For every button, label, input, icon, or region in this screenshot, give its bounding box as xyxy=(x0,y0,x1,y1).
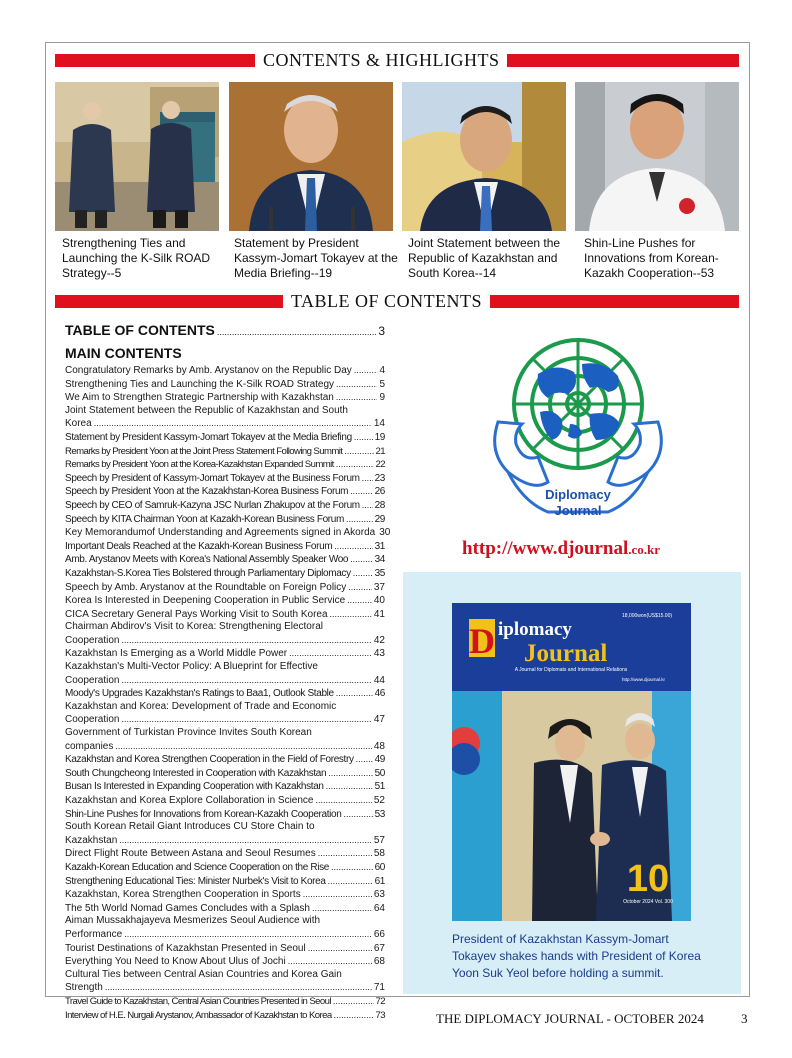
toc-entry-page: 21 xyxy=(375,445,385,457)
toc-entry-page: 72 xyxy=(375,995,385,1007)
toc-entry-page: 60 xyxy=(374,861,385,873)
toc-entry-page: 41 xyxy=(373,608,385,620)
toc-entry-title: Speech by President Yoon at the Kazakhstan-Korea Business Forum xyxy=(65,486,349,498)
toc-entry-title: Kazakhstan and Korea Strengthen Cooperation in the Field of Forestry xyxy=(65,754,354,766)
toc-leader xyxy=(217,322,376,338)
toc-leader xyxy=(336,378,377,392)
toc-entry-page: 43 xyxy=(373,648,385,660)
toc-leader xyxy=(331,861,373,875)
toc-entry-title: Speech by CEO of Samruk-Kazyna JSC Nurlan Zhakupov at the Forum xyxy=(65,499,360,511)
toc-leader xyxy=(334,1009,374,1023)
toc-entry-page: 31 xyxy=(374,540,385,552)
toc-entry-title: The 5th World Nomad Games Concludes with a Splash xyxy=(65,902,310,914)
toc-entry-row xyxy=(65,808,385,822)
website-main: http://www.djournal xyxy=(462,538,629,559)
toc-entry[interactable] xyxy=(65,513,385,527)
toc-entry-row xyxy=(65,753,385,767)
toc-entry-row xyxy=(65,594,385,608)
toc-entry-row xyxy=(65,861,385,875)
toc-entry-page: 51 xyxy=(374,781,385,793)
toc-leader xyxy=(350,553,372,567)
toc-banner-bar-right xyxy=(490,295,739,308)
toc-entry-title-continued: Strength xyxy=(65,982,103,994)
toc-entry-title-continued: Cooperation xyxy=(65,714,120,726)
highlight-photo-2[interactable] xyxy=(229,82,393,231)
toc-entry-page: 57 xyxy=(373,834,385,846)
toc-entry-page: 34 xyxy=(374,554,385,566)
toc-entry-row xyxy=(65,581,385,595)
toc-entry-title: Remarks by President Yoon at the Joint Press Statement Following Summit xyxy=(65,445,343,457)
toc-entry[interactable] xyxy=(65,942,385,956)
toc-leader xyxy=(350,485,372,499)
highlight-caption-3[interactable]: Joint Statement between the Republic of Kazakhstan and South Korea--14 xyxy=(408,236,561,280)
toc-entry-title: Korea Is Interested in Deepening Cooperation in Public Service xyxy=(65,595,346,607)
toc-entry[interactable] xyxy=(65,472,385,486)
toc-entry[interactable] xyxy=(65,767,385,781)
toc-entry-row xyxy=(65,687,385,701)
website-link[interactable] xyxy=(462,538,660,560)
toc-entry-page: 67 xyxy=(373,942,385,954)
toc-leader xyxy=(105,981,372,995)
globe-with-hands-icon xyxy=(478,332,678,532)
toc-entry-title-continued: Kazakhstan xyxy=(65,834,118,846)
toc-heading-row[interactable] xyxy=(65,322,385,342)
toc-entry-row xyxy=(65,485,385,499)
toc-entry[interactable] xyxy=(65,821,385,847)
highlight-photo-1[interactable] xyxy=(55,82,219,231)
toc-entry-title: Kazakhstan Is Emerging as a World Middle Power xyxy=(65,648,288,660)
toc-entry-title: Kazakh-Korean Education and Science Cooperation on the Rise xyxy=(65,861,329,873)
toc-entry-title: Important Deals Reached at the Kazakh-Korean Business Forum xyxy=(65,540,333,552)
toc-entry-row xyxy=(65,567,385,581)
toc-entry[interactable] xyxy=(65,445,385,459)
toc-entry-page: 44 xyxy=(373,674,385,686)
toc-entry-page: 40 xyxy=(373,595,385,607)
toc-entry-title: Busan Is Interested in Expanding Cooperation with Kazakhstan xyxy=(65,781,324,793)
toc-entry-title: CICA Secretary General Pays Working Visit to South Korea xyxy=(65,608,328,620)
toc-entry-page: 68 xyxy=(373,956,385,968)
cover-price: 18,000won(US$15.00) xyxy=(622,613,673,619)
toc-leader xyxy=(348,581,372,595)
toc-leader xyxy=(124,928,372,942)
toc-entry-page: 73 xyxy=(375,1009,385,1021)
banner-bar-right xyxy=(507,54,739,67)
highlight-photo-4[interactable] xyxy=(575,82,739,231)
toc-entry-row xyxy=(65,499,385,513)
toc-entry-page: 49 xyxy=(374,754,385,766)
toc-entry-page: 4 xyxy=(379,365,385,376)
toc-entry-row xyxy=(65,513,385,527)
toc-entry-row xyxy=(65,767,385,781)
toc-entry[interactable] xyxy=(65,405,385,431)
toc-entry[interactable] xyxy=(65,969,385,995)
banner-bar-left xyxy=(55,54,255,67)
toc-leader xyxy=(121,634,371,648)
logo-line-1: Diplomacy xyxy=(545,487,611,502)
toc-entry-row xyxy=(65,661,385,687)
toc-entry-page: 37 xyxy=(373,581,385,593)
toc-leader xyxy=(346,513,373,527)
toc-entry-row xyxy=(65,727,385,753)
toc-entry-title-continued: Cooperation xyxy=(65,634,120,646)
toc-entry-title: Government of Turkistan Province Invites South Korean xyxy=(65,727,312,739)
toc-leader xyxy=(121,713,371,727)
highlight-caption-2[interactable]: Statement by President Kassym-Jomart Tokayev at the Media Briefing--19 xyxy=(234,236,398,280)
toc-entry-page: 26 xyxy=(374,486,385,498)
toc-entry-title-continued: Cooperation xyxy=(65,674,120,686)
toc-leader xyxy=(334,540,372,554)
toc-entries xyxy=(65,364,391,1022)
toc-entry[interactable] xyxy=(65,458,385,472)
cover-issue-label: October 2024 Vol. 300 xyxy=(623,899,673,905)
toc-entry-row xyxy=(65,431,385,445)
toc-entry-row xyxy=(65,364,385,378)
toc-leader xyxy=(336,687,373,701)
toc-entry[interactable] xyxy=(65,391,385,405)
toc-entry-title: Amb. Arystanov Meets with Korea's National Assembly Speaker Woo xyxy=(65,554,349,566)
toc-entry-row xyxy=(65,621,385,647)
toc-entry-title: Travel Guide to Kazakhstan, Central Asian Countries Presented in Seoul xyxy=(65,995,331,1007)
toc-entry[interactable] xyxy=(65,540,385,554)
toc-entry[interactable] xyxy=(65,485,385,499)
toc-entry-page: 22 xyxy=(375,459,385,471)
toc-leader xyxy=(316,794,372,808)
toc-leader xyxy=(353,567,373,581)
toc-entry-row xyxy=(65,875,385,889)
toc-entry-row xyxy=(65,701,385,727)
toc-entry[interactable] xyxy=(65,553,385,567)
toc-entry-title: Strengthening Educational Ties: Minister Nurbek's Visit to Korea xyxy=(65,875,326,887)
toc-entry-title: Kazakhstan's Multi-Vector Policy: A Blueprint for Effective xyxy=(65,661,318,673)
toc-entry-row xyxy=(65,391,385,405)
toc-entry-page: 14 xyxy=(373,418,385,430)
toc-entry[interactable] xyxy=(65,701,385,727)
cover-title-line2: Journal xyxy=(524,640,608,667)
toc-entry-title: Everything You Need to Know About Ulus of Jochi xyxy=(65,956,286,968)
toc-entry-title-continued: companies xyxy=(65,740,114,752)
toc-entry-row xyxy=(65,405,385,431)
toc-entry-title: Kazakhstan and Korea Explore Collaboration in Science xyxy=(65,795,314,806)
toc-entry[interactable] xyxy=(65,847,385,861)
toc-entry-title: Congratulatory Remarks by Amb. Arystanov on the Republic Day xyxy=(65,365,352,376)
toc-entry-row xyxy=(65,540,385,554)
toc-entry[interactable] xyxy=(65,955,385,969)
toc-entry-title: Tourist Destinations of Kazakhstan Presented in Seoul xyxy=(65,942,306,954)
toc-leader xyxy=(333,995,374,1009)
main-contents-heading: MAIN CONTENTS xyxy=(65,345,182,361)
toc-entry[interactable] xyxy=(65,621,385,647)
cover-caption: President of Kazakhstan Kassym-Jomart Tokayev shakes hands with President of Korea Yoon Suk Yeol before holding a summit. xyxy=(452,932,701,980)
toc-entry-row xyxy=(65,902,385,916)
toc-entry-title: Kazakhstan, Korea Strengthen Cooperation in Sports xyxy=(65,889,301,901)
toc-entry-page: 61 xyxy=(374,875,385,887)
toc-banner-bar-left xyxy=(55,295,283,308)
toc-entry-title: Direct Flight Route Between Astana and Seoul Resumes xyxy=(65,848,316,860)
toc-leader xyxy=(330,608,372,622)
toc-entry-row xyxy=(65,445,385,459)
magazine-cover[interactable] xyxy=(452,603,691,921)
toc-leader xyxy=(343,808,372,822)
toc-leader xyxy=(326,780,373,794)
toc-entry[interactable] xyxy=(65,995,385,1009)
toc-entry-page: 58 xyxy=(373,848,385,860)
toc-heading: TABLE OF CONTENTS xyxy=(65,322,215,338)
toc-entry-title-continued: Performance xyxy=(65,928,123,940)
toc-entry-page: 53 xyxy=(374,808,385,820)
toc-entry[interactable] xyxy=(65,888,385,902)
toc-entry-page: 47 xyxy=(373,714,385,726)
toc-entry[interactable] xyxy=(65,1009,385,1023)
toc-entry[interactable] xyxy=(65,875,385,889)
toc-entry[interactable] xyxy=(65,378,385,392)
toc-leader xyxy=(119,834,372,848)
toc-entry-page: 42 xyxy=(373,634,385,646)
toc-entry-row xyxy=(65,458,385,472)
cover-title-d: D xyxy=(469,621,495,661)
toc-entry-page: 29 xyxy=(374,513,385,525)
toc-leader xyxy=(289,647,372,661)
toc-entry-page: 46 xyxy=(374,688,385,700)
toc-leader xyxy=(328,875,373,889)
toc-leader xyxy=(328,767,372,781)
toc-entry-title: Speech by President of Kassym-Jomart Tokayev at the Business Forum xyxy=(65,472,360,484)
toc-leader xyxy=(94,417,372,431)
toc-entry-page: 52 xyxy=(373,795,385,806)
toc-entry-row xyxy=(65,847,385,861)
toc-leader xyxy=(356,753,373,767)
toc-entry[interactable] xyxy=(65,902,385,916)
toc-entry-title: Statement by President Kassym-Jomart Tokayev at the Media Briefing xyxy=(65,431,352,443)
toc-entry[interactable] xyxy=(65,794,385,808)
toc-leader xyxy=(347,594,372,608)
toc-entry-title: South Chungcheong Interested in Cooperation with Kazakhstan xyxy=(65,767,327,779)
toc-entry-title: Moody's Upgrades Kazakhstan's Ratings to Baa1, Outlook Stable xyxy=(65,688,334,700)
toc-entry-row xyxy=(65,955,385,969)
toc-entry-page: 23 xyxy=(374,472,385,484)
toc-entry-title-continued: Korea xyxy=(65,418,92,430)
toc-entry[interactable] xyxy=(65,567,385,581)
toc-entry[interactable] xyxy=(65,364,385,378)
highlight-caption-1[interactable]: Strengthening Ties and Launching the K-Silk ROAD Strategy--5 xyxy=(62,236,211,280)
toc-entry-row xyxy=(65,942,385,956)
toc-entry-page: 66 xyxy=(373,928,385,940)
toc-entry[interactable] xyxy=(65,526,391,540)
toc-entry-row xyxy=(65,472,385,486)
toc-entry-title: We Aim to Strengthen Strategic Partnership with Kazakhstan xyxy=(65,392,334,404)
toc-entry-row xyxy=(65,995,385,1009)
website-suffix: .co.kr xyxy=(628,542,661,557)
toc-leader xyxy=(362,472,373,486)
toc-leader xyxy=(336,458,374,472)
toc-entry-row xyxy=(65,780,385,794)
toc-entry-title: Key Memorandumof Understanding and Agreements signed in Akorda xyxy=(65,527,376,539)
toc-entry-title: South Korean Retail Giant Introduces CU Store Chain to xyxy=(65,821,315,833)
toc-entry-page: 19 xyxy=(374,431,385,443)
cover-title-line1: iplomacy xyxy=(498,619,572,640)
toc-banner-title: TABLE OF CONTENTS xyxy=(291,291,483,311)
toc-entry-page: 63 xyxy=(373,889,385,901)
toc-entry-row xyxy=(65,915,385,941)
page-number: 3 xyxy=(741,1011,748,1026)
toc-entry[interactable] xyxy=(65,647,385,661)
toc-entry-page: 48 xyxy=(373,740,385,752)
toc-leader xyxy=(362,499,373,513)
table-of-contents xyxy=(65,322,391,1022)
toc-leader xyxy=(303,888,372,902)
toc-entry-row xyxy=(65,969,385,995)
toc-entry[interactable] xyxy=(65,915,385,941)
toc-entry-title: Cultural Ties between Central Asian Countries and Korea Gain xyxy=(65,968,342,980)
toc-entry[interactable] xyxy=(65,431,385,445)
toc-entry-page: 9 xyxy=(379,392,385,404)
toc-entry[interactable] xyxy=(65,808,385,822)
toc-entry-row xyxy=(65,647,385,661)
toc-leader xyxy=(336,391,378,405)
toc-leader xyxy=(308,942,372,956)
contents-highlights-title: CONTENTS & HIGHLIGHTS xyxy=(263,50,500,70)
toc-entry-title: Remarks by President Yoon at the Korea-Kazakhstan Expanded Summit xyxy=(65,459,334,471)
toc-entry-page: 64 xyxy=(373,902,385,914)
toc-entry[interactable] xyxy=(65,861,385,875)
toc-leader xyxy=(121,674,371,688)
toc-entry-row xyxy=(65,794,385,808)
cover-url: http://www.djournal.kr xyxy=(622,677,666,682)
toc-entry[interactable] xyxy=(65,661,385,687)
toc-entry-page: 35 xyxy=(374,567,385,579)
toc-entry-row xyxy=(65,888,385,902)
toc-leader xyxy=(354,431,373,445)
diplomacy-journal-logo xyxy=(478,332,678,532)
toc-entry-row xyxy=(65,526,391,540)
highlight-caption-4[interactable]: Shin-Line Pushes for Innovations from Korean-Kazakh Cooperation--53 xyxy=(584,236,719,280)
toc-entry-title: Strengthening Ties and Launching the K-Silk ROAD Strategy xyxy=(65,378,335,390)
cover-tagline: A Journal for Diplomats and International Relations xyxy=(514,667,628,673)
toc-entry[interactable] xyxy=(65,594,385,608)
toc-entry-title: Speech by Amb. Arystanov at the Roundtable on Foreign Policy xyxy=(65,581,347,593)
toc-entry-row xyxy=(65,553,385,567)
toc-entry-title: Chairman Abdirov's Visit to Korea: Strengthening Electoral xyxy=(65,621,323,633)
toc-entry-page: 5 xyxy=(379,378,385,390)
toc-entry-row xyxy=(65,1009,385,1023)
toc-leader xyxy=(344,445,373,459)
toc-entry[interactable] xyxy=(65,687,385,701)
contents-highlights-banner xyxy=(55,52,739,69)
highlight-photo-3[interactable] xyxy=(402,82,566,231)
toc-entry-title: Kazakhstan-S.Korea Ties Bolstered through Parliamentary Diplomacy xyxy=(65,567,351,579)
toc-entry-title: Speech by KITA Chairman Yoon at Kazakh-Korean Business Forum xyxy=(65,513,344,525)
toc-banner xyxy=(55,293,739,310)
logo-line-2: Journal xyxy=(554,503,602,518)
toc-leader xyxy=(115,740,372,754)
toc-leader xyxy=(288,955,372,969)
toc-entry-title: Kazakhstan and Korea: Development of Trade and Economic xyxy=(65,700,337,712)
toc-entry[interactable] xyxy=(65,727,385,753)
toc-entry[interactable] xyxy=(65,581,385,595)
footer-publication: THE DIPLOMACY JOURNAL - OCTOBER 2024 xyxy=(436,1011,704,1026)
toc-entry-title: Aiman Mussakhajayeva Mesmerizes Seoul Audience with xyxy=(65,915,321,927)
cover-issue-number: 10 xyxy=(626,858,670,900)
toc-leader xyxy=(318,847,372,861)
toc-entry-row xyxy=(65,608,385,622)
toc-entry-row xyxy=(65,378,385,392)
toc-entry-row xyxy=(65,821,385,847)
toc-entry-page: 28 xyxy=(374,499,385,511)
toc-heading-page: 3 xyxy=(378,324,385,338)
toc-entry-page: 30 xyxy=(379,527,391,539)
toc-entry[interactable] xyxy=(65,499,385,513)
toc-entry[interactable] xyxy=(65,753,385,767)
toc-entry[interactable] xyxy=(65,780,385,794)
toc-entry-title: Joint Statement between the Republic of Kazakhstan and South xyxy=(65,404,348,416)
toc-entry-title: Interview of H.E. Nurgali Arystanov, Ambassador of Kazakhstan to Korea xyxy=(65,1009,332,1021)
toc-leader xyxy=(354,364,378,378)
toc-entry-page: 50 xyxy=(374,767,385,779)
toc-leader xyxy=(312,902,372,916)
toc-entry[interactable] xyxy=(65,608,385,622)
toc-entry-title: Shin-Line Pushes for Innovations from Korean-Kazakh Cooperation xyxy=(65,808,342,820)
toc-entry-page: 71 xyxy=(373,982,385,994)
